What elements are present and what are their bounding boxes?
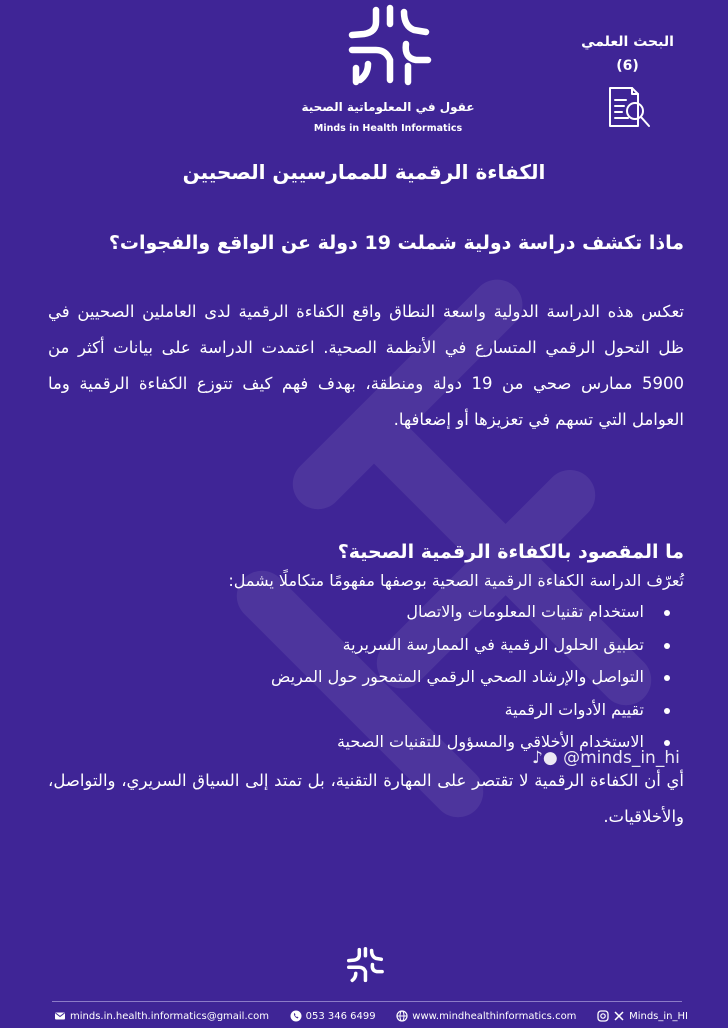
brand-name-english: Minds in Health Informatics bbox=[313, 123, 463, 134]
definition-intro: تُعرّف الدراسة الكفاءة الرقمية الصحية بوصفها مفهومًا متكاملًا يشمل: bbox=[228, 571, 684, 590]
watermark-handle bbox=[532, 748, 680, 768]
footer-email-text: minds.in.health.informatics@gmail.com bbox=[70, 1010, 269, 1022]
definition-list bbox=[48, 596, 684, 759]
footer-website[interactable] bbox=[396, 1010, 576, 1022]
series-label: البحث العلمي bbox=[581, 34, 674, 50]
phone-icon bbox=[290, 1010, 302, 1022]
minds-logo-icon bbox=[346, 4, 432, 86]
tiktok-icon: ♪ bbox=[532, 748, 543, 768]
document-search-icon bbox=[604, 84, 652, 132]
footer-divider bbox=[52, 1001, 682, 1002]
section-reality-gaps bbox=[48, 232, 684, 254]
footer-phone-text: 053 346 6499 bbox=[305, 1010, 376, 1022]
footer-website-text: www.mindhealthinformatics.com bbox=[412, 1010, 577, 1022]
list-item: تقييم الأدوات الرقمية bbox=[48, 694, 644, 727]
globe-icon bbox=[396, 1010, 408, 1022]
list-item: التواصل والإرشاد الصحي الرقمي المتمحور حول المريض bbox=[48, 661, 644, 694]
footer-contact-bar bbox=[54, 1008, 688, 1024]
user-icon: ● bbox=[542, 748, 558, 768]
definition-conclusion: أي أن الكفاءة الرقمية لا تقتصر على المهارة التقنية، بل تمتد إلى السياق السريري، والتواصل، والأخلاقيات. bbox=[48, 770, 684, 826]
list-item: الاستخدام الأخلاقي والمسؤول للتقنيات الصحية bbox=[48, 726, 644, 759]
footer-phone[interactable] bbox=[290, 1010, 376, 1022]
list-item: تطبيق الحلول الرقمية في الممارسة السريرية bbox=[48, 629, 644, 662]
list-item: استخدام تقنيات المعلومات والاتصال bbox=[48, 596, 644, 629]
footer-email[interactable] bbox=[54, 1010, 269, 1022]
series-number: (6) bbox=[616, 58, 639, 74]
page-title: الكفاءة الرقمية للممارسيين الصحيين bbox=[182, 160, 546, 184]
instagram-icon bbox=[597, 1010, 609, 1022]
brand-name-arabic: عقول في المعلوماتية الصحية bbox=[301, 100, 475, 114]
watermark-text: @minds_in_hi bbox=[563, 748, 680, 768]
section-definition bbox=[48, 541, 684, 835]
x-icon bbox=[613, 1010, 625, 1022]
definition-heading: ما المقصود بالكفاءة الرقمية الصحية؟ bbox=[337, 541, 684, 563]
section-paragraph: تعكس هذه الدراسة الدولية واسعة النطاق واقع الكفاءة الرقمية لدى العاملين الصحيين في ظل التحول الرقمي المتسارع في الأنظمة الصحية. اعتمدت الدراسة على بيانات أكثر من 5900 ممارس صحي من 19 دولة ومنطقة، بهدف فهم كيف تتوزع الكفاءة الرقمية وما العوامل التي تسهم في تعزيزها أو إضعافها. bbox=[48, 302, 685, 429]
section-paragraph-block bbox=[48, 294, 684, 438]
footer-social-text: Minds_in_HI bbox=[629, 1010, 688, 1022]
section-heading: ماذا تكشف دراسة دولية شملت 19 دولة عن الواقع والفجوات؟ bbox=[108, 232, 684, 254]
footer-social[interactable] bbox=[597, 1010, 688, 1022]
mail-icon bbox=[54, 1010, 66, 1022]
minds-logo-small-icon bbox=[346, 947, 384, 983]
